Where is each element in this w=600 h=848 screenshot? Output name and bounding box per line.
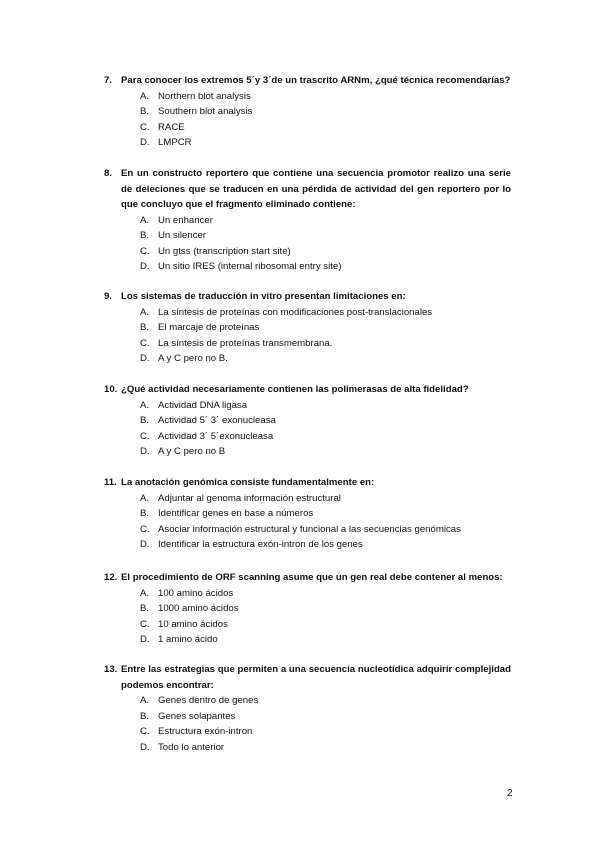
question-text: Los sistemas de traducción in vitro presentan limitaciones en:	[121, 291, 406, 302]
option-letter: A.	[140, 695, 150, 706]
question-line	[104, 475, 514, 491]
answer-option	[104, 709, 514, 725]
option-letter: B.	[140, 322, 150, 333]
answer-option	[104, 522, 514, 538]
question-text: de deleciones que se traducen en una pérdida de actividad del gen reportero por lo	[121, 183, 511, 195]
option-letter: B.	[140, 508, 150, 519]
option-text: Todo lo anterior	[158, 741, 225, 753]
question-text: En un constructo reportero que contiene una secuencia promotor realizo una serie	[121, 168, 511, 179]
option-text: Estructura exón-intron	[158, 726, 253, 737]
answer-option	[104, 586, 514, 602]
option-text: Southern blot analysis	[158, 106, 253, 117]
answer-option	[104, 398, 514, 414]
question-number: 12.	[104, 572, 118, 583]
question-line	[104, 678, 514, 694]
answer-option	[104, 320, 514, 336]
option-letter: D.	[140, 137, 150, 148]
question-text: Entre las estrategias que permiten a una secuencia nucleotídica adquirir complejidad	[121, 664, 511, 675]
answer-option	[104, 244, 514, 260]
option-text: Actividad DNA ligasa	[158, 399, 248, 411]
question-text: El procedimiento de ORF scanning asume que un gen real debe contener al menos:	[121, 572, 503, 583]
option-letter: A.	[140, 306, 150, 318]
question-line	[104, 289, 514, 305]
option-letter: A.	[140, 90, 150, 102]
option-text: La síntesis de proteínas con modificaciones post-translacionales	[158, 306, 433, 318]
answer-option	[104, 213, 514, 229]
question-8	[104, 166, 514, 275]
option-text: La síntesis de proteínas transmembrana.	[158, 337, 333, 349]
question-text: Para conocer los extremos 5´y 3´de un trascrito ARNm, ¿qué técnica recomendarías?	[121, 75, 511, 86]
option-letter: B.	[140, 106, 150, 117]
option-text: Un gtss (transcription start site)	[158, 245, 291, 257]
question-number: 9.	[104, 291, 113, 302]
answer-option	[104, 506, 514, 522]
option-text: Genes solapantes	[158, 710, 236, 722]
option-letter: C.	[140, 523, 150, 535]
option-letter: C.	[140, 121, 150, 133]
question-number: 8.	[104, 168, 113, 179]
option-letter: A.	[140, 399, 150, 411]
option-text: Un sitio IRES (internal ribosomal entry site)	[158, 261, 342, 272]
option-letter: D.	[140, 261, 150, 272]
question-text: podemos encontrar:	[121, 679, 214, 691]
answer-option	[104, 601, 514, 617]
option-text: Un enhancer	[158, 214, 213, 226]
answer-option	[104, 444, 514, 460]
answer-option	[104, 351, 514, 367]
answer-option	[104, 693, 514, 709]
option-letter: C.	[140, 245, 150, 257]
question-line	[104, 182, 514, 198]
option-letter: C.	[140, 430, 150, 442]
question-number: 13.	[104, 664, 118, 675]
option-letter: C.	[140, 726, 150, 737]
answer-option	[104, 537, 514, 553]
answer-option	[104, 336, 514, 352]
option-text: Actividad 5´ 3´ exonucleasa	[158, 415, 276, 426]
option-text: 10 amino ácidos	[158, 618, 228, 630]
question-text: que concluyo que el fragmento eliminado contiene:	[121, 199, 356, 210]
option-text: RACE	[158, 121, 185, 133]
question-text: ¿Qué actividad necesariamente contienen las polimerasas de alta fidelidad?	[121, 384, 469, 395]
answer-option	[104, 491, 514, 507]
option-text: LMPCR	[158, 137, 192, 148]
option-text: Un silencer	[158, 230, 206, 241]
answer-option	[104, 429, 514, 445]
answer-option	[104, 305, 514, 321]
page-number: 2	[507, 788, 513, 799]
question-9	[104, 289, 514, 367]
option-text: El marcaje de proteínas	[158, 322, 260, 333]
option-letter: D.	[140, 539, 150, 550]
option-text: 100 amino ácidos	[158, 587, 234, 599]
question-number: 7.	[104, 75, 113, 86]
option-text: 1000 amino ácidos	[158, 603, 239, 614]
answer-option	[104, 104, 514, 120]
answer-option	[104, 259, 514, 275]
option-text: Asociar información estructural y funcional a las secuencias genómicas	[158, 523, 461, 535]
answer-option	[104, 413, 514, 429]
option-letter: B.	[140, 710, 150, 722]
question-number: 11.	[104, 477, 117, 488]
option-text: 1 amino ácido	[158, 634, 218, 645]
option-letter: B.	[140, 415, 150, 426]
option-text: Identificar genes en base a números	[158, 508, 314, 519]
question-line	[104, 73, 514, 89]
answer-option	[104, 228, 514, 244]
question-line	[104, 662, 514, 678]
option-letter: D.	[140, 634, 150, 645]
question-12	[104, 570, 514, 648]
question-line	[104, 382, 514, 398]
answer-option	[104, 617, 514, 633]
question-11	[104, 475, 514, 553]
option-text: Actividad 3´ 5´exonucleasa	[158, 430, 274, 442]
option-letter: A.	[140, 587, 150, 599]
answer-option	[104, 135, 514, 151]
answer-option	[104, 89, 514, 105]
option-letter: D.	[140, 741, 150, 753]
option-letter: C.	[140, 618, 150, 630]
answer-option	[104, 740, 514, 756]
answer-option	[104, 724, 514, 740]
question-number: 10.	[104, 384, 118, 395]
option-text: Identificar la estructura exón-intron de los genes	[158, 539, 363, 550]
option-letter: C.	[140, 337, 150, 349]
option-text: Genes dentro de genes	[158, 695, 259, 706]
option-letter: B.	[140, 603, 150, 614]
option-letter: D.	[140, 446, 150, 457]
option-text: A y C pero no B	[158, 446, 226, 457]
answer-option	[104, 120, 514, 136]
option-text: Northern blot analysis	[158, 90, 251, 102]
question-13	[104, 662, 514, 755]
option-text: Adjuntar al genoma información estructural	[158, 492, 341, 504]
question-line	[104, 570, 514, 586]
option-letter: A.	[140, 214, 150, 226]
question-10	[104, 382, 514, 460]
option-letter: B.	[140, 230, 150, 241]
question-line	[104, 197, 514, 213]
option-letter: A.	[140, 492, 150, 504]
question-text: La anotación genómica consiste fundamentalmente en:	[121, 477, 375, 488]
option-text: A y C pero no B.	[158, 353, 228, 364]
question-line	[104, 166, 514, 182]
question-7	[104, 73, 514, 151]
option-letter: D.	[140, 353, 150, 364]
answer-option	[104, 632, 514, 648]
